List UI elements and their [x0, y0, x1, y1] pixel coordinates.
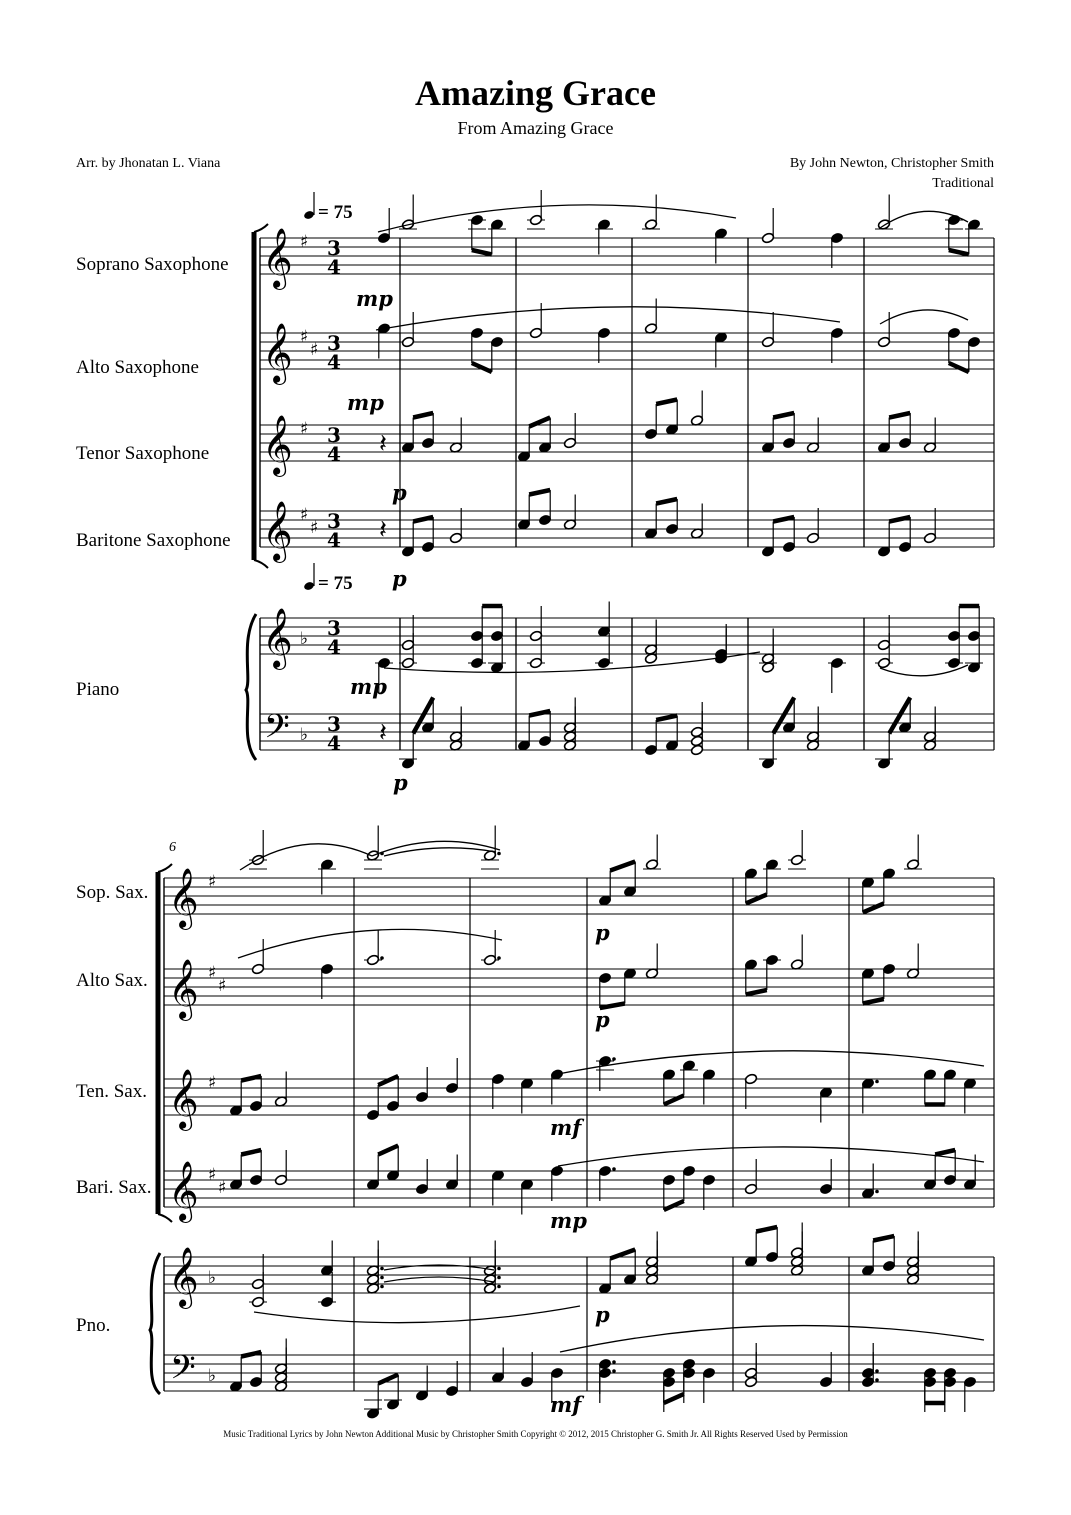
- key-sharp: ♯: [310, 518, 319, 538]
- treble-clef: 𝄞: [262, 415, 293, 475]
- dynamic-p: p: [595, 1007, 610, 1032]
- instrument-name: Sop. Sax.: [76, 882, 149, 903]
- beam: [664, 1394, 684, 1403]
- time-sig-bottom: 4: [327, 635, 341, 659]
- instrument-name: Alto Saxophone: [76, 357, 199, 378]
- treble-clef: 𝄞: [168, 1161, 199, 1221]
- treble-clef: 𝄞: [262, 323, 293, 383]
- time-sig-top: 3: [327, 331, 341, 355]
- dynamic-p: p: [393, 770, 408, 795]
- instrument-name: Tenor Saxophone: [76, 443, 210, 464]
- dynamic-p: p: [595, 920, 610, 945]
- tempo-note: [303, 581, 315, 591]
- beam: [949, 250, 969, 255]
- slur: [384, 1277, 494, 1282]
- beam: [746, 990, 767, 995]
- beam: [378, 1146, 398, 1155]
- beam: [935, 1150, 955, 1155]
- copyright-footer: Music Traditional Lyrics by John Newton Additional Music by Christopher Smith Copyright © 2012, 2015 Christopher G. Smith Jr. All Rights Reserved Used by Permission: [223, 1429, 848, 1439]
- beam: [529, 490, 550, 495]
- beam: [656, 499, 677, 504]
- dot: [612, 1057, 616, 1061]
- dynamic-p: p: [392, 480, 407, 505]
- time-sig-bottom: 4: [327, 255, 341, 279]
- instrument-name: Pno.: [76, 1315, 111, 1336]
- dot: [612, 1167, 616, 1171]
- beam: [773, 413, 794, 418]
- beam: [241, 1076, 261, 1081]
- dot: [497, 1276, 501, 1280]
- treble-clef: 𝄞: [168, 1069, 199, 1129]
- instrument-name: Piano: [76, 679, 120, 700]
- key-flat: ♭: [300, 725, 309, 745]
- time-sig-bottom: 4: [327, 442, 341, 466]
- time-sig-bottom: 4: [327, 731, 341, 755]
- beam: [241, 1352, 261, 1357]
- lyricist-credit: Traditional: [932, 176, 994, 191]
- time-sig-bottom: 4: [327, 350, 341, 374]
- beam: [378, 1076, 398, 1085]
- key-sharp: ♯: [218, 1178, 227, 1198]
- instrument-name: Alto Sax.: [76, 970, 148, 991]
- beam: [889, 517, 910, 522]
- dot: [497, 956, 501, 960]
- beam: [756, 1227, 777, 1232]
- treble-clef: 𝄞: [168, 868, 199, 928]
- beam: [889, 413, 910, 418]
- key-sharp: ♯: [208, 1073, 217, 1093]
- key-sharp: ♯: [300, 232, 309, 252]
- slur: [376, 307, 840, 330]
- beam: [664, 1201, 684, 1210]
- key-flat: ♭: [208, 1268, 217, 1288]
- dot: [875, 1378, 879, 1382]
- time-sig-top: 3: [327, 509, 341, 533]
- treble-clef: 𝄞: [168, 959, 199, 1019]
- key-sharp: ♯: [300, 419, 309, 439]
- slur: [558, 1051, 984, 1074]
- tempo-mark: = 75: [318, 202, 353, 223]
- system-1: [76, 190, 994, 795]
- beam: [873, 1236, 894, 1241]
- dynamic-p: p: [392, 566, 407, 591]
- system-2: [76, 826, 994, 1420]
- dynamic-mp: mp: [347, 390, 384, 415]
- slur: [384, 652, 760, 672]
- dot: [380, 1285, 384, 1289]
- dot: [875, 1190, 879, 1194]
- score-subtitle: From Amazing Grace: [457, 118, 614, 138]
- dot: [875, 1080, 879, 1084]
- bass-clef: 𝄢: [264, 708, 290, 754]
- beam: [472, 363, 492, 372]
- bracket-hook: [254, 560, 268, 568]
- slur: [378, 205, 736, 232]
- beam: [656, 716, 677, 721]
- arranger-credit: Arr. by Jhonatan L. Viana: [76, 156, 221, 171]
- beam: [773, 517, 794, 522]
- treble-clef: 𝄞: [262, 228, 293, 288]
- beam: [472, 250, 492, 255]
- key-sharp: ♯: [310, 340, 319, 360]
- dot: [497, 852, 501, 856]
- beam: [863, 999, 884, 1004]
- dot: [497, 1285, 501, 1289]
- time-sig-top: 3: [327, 236, 341, 260]
- instrument-name: Soprano Saxophone: [76, 254, 229, 275]
- beam: [949, 363, 969, 372]
- slur: [384, 848, 496, 856]
- treble-clef: 𝄞: [262, 501, 293, 561]
- slur: [560, 1326, 984, 1352]
- key-sharp: ♯: [208, 963, 217, 983]
- dynamic-mp: mp: [550, 1208, 587, 1233]
- piano-brace: [150, 1253, 160, 1394]
- key-sharp: ♯: [208, 1165, 217, 1185]
- key-sharp: ♯: [208, 872, 217, 892]
- beam: [413, 413, 433, 418]
- instrument-name: Ten. Sax.: [76, 1081, 147, 1102]
- composer-credit: By John Newton, Christopher Smith: [789, 156, 994, 171]
- beam: [241, 1150, 261, 1155]
- beam: [610, 862, 635, 871]
- slur: [254, 1306, 580, 1323]
- instrument-name: Bari. Sax.: [76, 1177, 152, 1198]
- dot: [612, 1360, 616, 1364]
- bass-clef: 𝄢: [170, 1349, 196, 1395]
- tempo-note: [303, 210, 315, 220]
- beam: [413, 517, 433, 522]
- key-flat: ♭: [208, 1366, 217, 1386]
- time-sig-top: 3: [327, 616, 341, 640]
- quarter-rest: 𝄽: [379, 718, 387, 748]
- key-sharp: ♯: [300, 327, 309, 347]
- dot: [380, 1267, 384, 1271]
- tempo-mark: = 75: [318, 573, 353, 594]
- time-sig-top: 3: [327, 423, 341, 447]
- dynamic-mf: mf: [550, 1392, 582, 1417]
- dot: [875, 1369, 879, 1373]
- dynamic-mp: mp: [356, 286, 393, 311]
- dot: [497, 1267, 501, 1271]
- treble-clef: 𝄞: [262, 608, 293, 668]
- score-title: Amazing Grace: [415, 73, 656, 113]
- instrument-name: Baritone Saxophone: [76, 530, 231, 551]
- time-sig-bottom: 4: [327, 528, 341, 552]
- beam: [656, 400, 677, 405]
- treble-clef: 𝄞: [168, 1247, 199, 1307]
- piano-brace: [246, 614, 256, 760]
- key-sharp: ♯: [218, 976, 227, 996]
- key-flat: ♭: [300, 629, 309, 649]
- dynamic-mf: mf: [550, 1115, 582, 1140]
- quarter-rest: 𝄽: [379, 515, 387, 545]
- measure-number: 6: [169, 840, 176, 855]
- dynamic-p: p: [595, 1302, 610, 1327]
- dynamic-mp: mp: [350, 674, 387, 699]
- slur: [880, 310, 968, 324]
- beam: [529, 711, 550, 716]
- dot: [380, 956, 384, 960]
- quarter-rest: 𝄽: [379, 429, 387, 459]
- dot: [612, 1369, 616, 1373]
- time-sig-top: 3: [327, 712, 341, 736]
- key-sharp: ♯: [300, 505, 309, 525]
- slur: [238, 929, 502, 958]
- dot: [380, 1276, 384, 1280]
- slur: [558, 1147, 984, 1166]
